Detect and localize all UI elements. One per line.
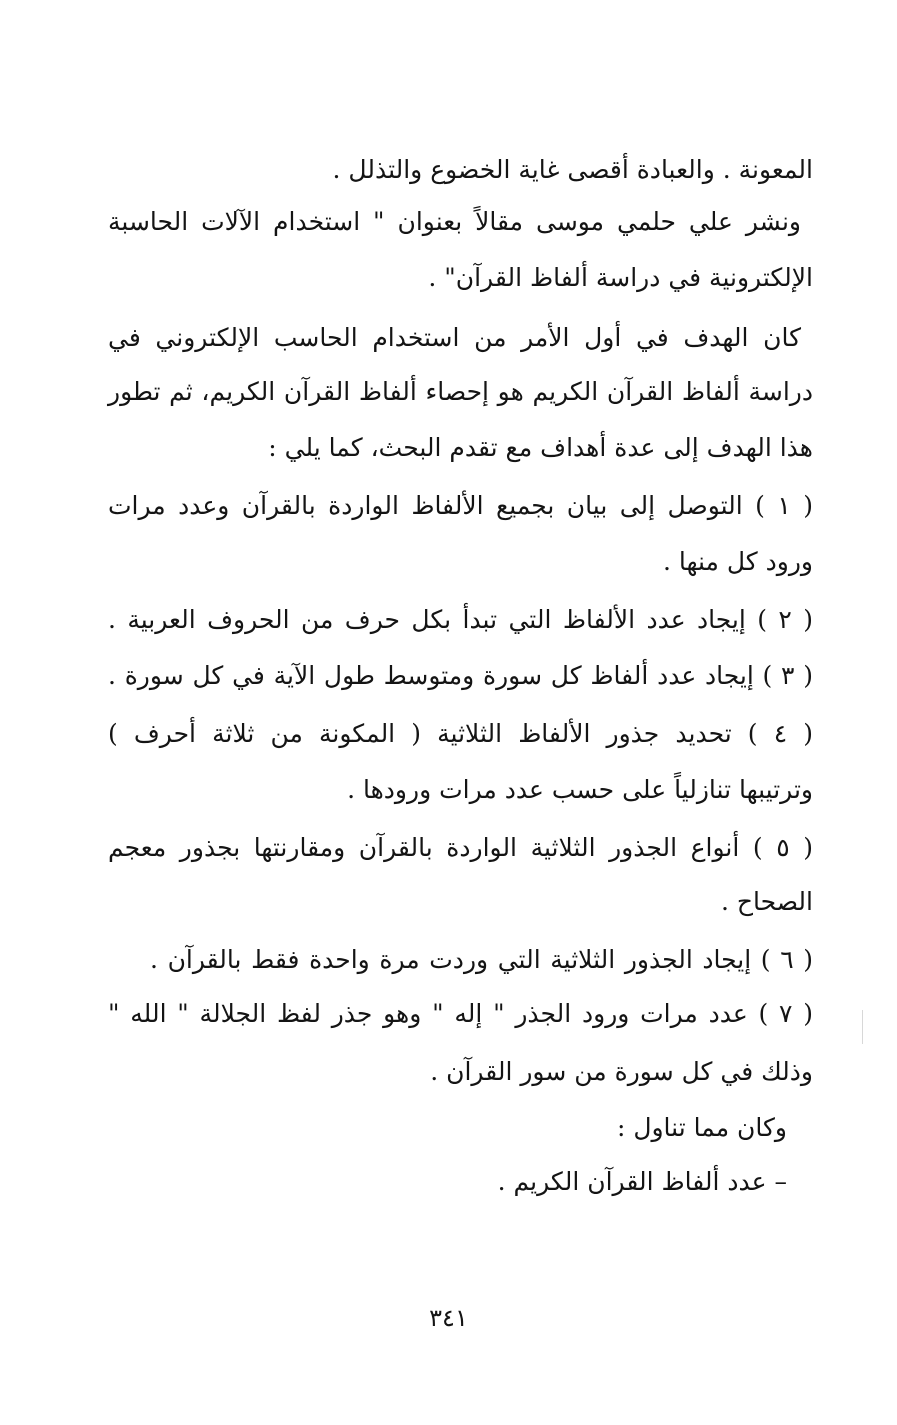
list-item-1-line-2: ورود كل منها .: [662, 547, 813, 576]
list-item-6: ( ٦ ) إيجاد الجذور الثلاثية التي وردت مرة واحدة فقط بالقرآن .: [150, 945, 813, 974]
bullet-item-1: – عدد ألفاظ القرآن الكريم .: [497, 1167, 787, 1196]
margin-mark: [862, 1010, 863, 1044]
text-line-6: هذا الهدف إلى عدة أهداف مع تقدم البحث، كما يلي :: [268, 433, 813, 462]
list-item-4-line-2: وترتيبها تنازلياً على حسب عدد مرات ورودها .: [347, 775, 813, 804]
text-line-tanawal: وكان مما تناول :: [616, 1113, 787, 1142]
list-item-5-line-2: الصحاح .: [720, 887, 813, 916]
text-line-3: الإلكترونية في دراسة ألفاظ القرآن" .: [428, 263, 813, 292]
list-item-7-line-1: ( ٧ ) عدد مرات ورود الجذر " إله " وهو جذر لفظ الجلالة " الله ": [108, 999, 814, 1028]
text-line-1: المعونة . والعبادة أقصى غاية الخضوع والتذلل .: [332, 155, 813, 184]
list-item-7-line-2: وذلك في كل سورة من سور القرآن .: [430, 1057, 813, 1086]
text-line-2: ونشر علي حلمي موسى مقالاً بعنوان " استخدام الآلات الحاسبة: [108, 207, 801, 236]
text-line-4: كان الهدف في أول الأمر من استخدام الحاسب الإلكتروني في: [108, 323, 801, 352]
list-item-4-line-1: ( ٤ ) تحديد جذور الألفاظ الثلاثية ( المكونة من ثلاثة أحرف ): [108, 719, 814, 748]
text-line-5: دراسة ألفاظ القرآن الكريم هو إحصاء ألفاظ القرآن الكريم، ثم تطور: [108, 377, 813, 406]
list-item-5-line-1: ( ٥ ) أنواع الجذور الثلاثية الواردة بالقرآن ومقارنتها بجذور معجم: [108, 833, 814, 862]
page-number: ٣٤١: [429, 1304, 468, 1332]
list-item-1-line-1: ( ١ ) التوصل إلى بيان بجميع الألفاظ الواردة بالقرآن وعدد مرات: [108, 491, 814, 520]
list-item-3: ( ٣ ) إيجاد عدد ألفاظ كل سورة ومتوسط طول الآية في كل سورة .: [108, 661, 813, 690]
list-item-2: ( ٢ ) إيجاد عدد الألفاظ التي تبدأ بكل حرف من الحروف العربية .: [108, 605, 813, 634]
